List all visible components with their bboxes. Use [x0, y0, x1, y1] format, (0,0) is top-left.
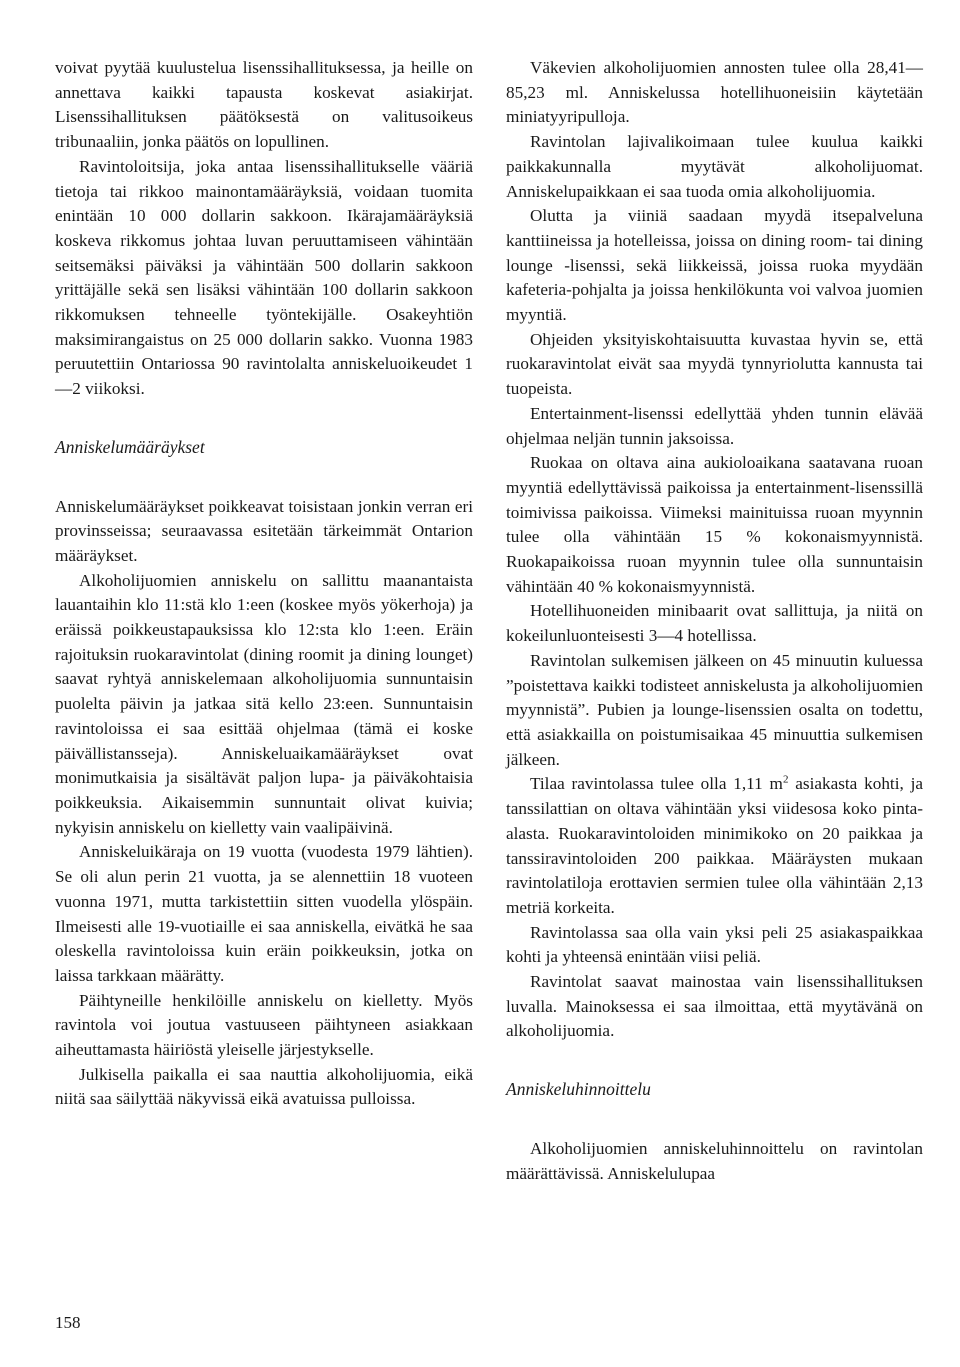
paragraph: Alkoholijuomien anniskelu on sallittu maanantaista lauantaihin klo 11:stä klo 1:een (koskee myös yökerhoja) ja eräissä poikkeustapauksissa klo 12:sta klo 1:een. Eräin rajoituksin ruokaravintolat (dining roomit ja dining lounget) saavat ryhtyä anniskelemaan alkoholijuomia sunnuntaisin puolelta päivin ja jatkaa sitä kello 23:een. Sunnuntaisin ravintoloissa ei saa esittää ohjelmaa (tämä ei koske päivällistansseja). Anniskeluaikamääräykset ovat monimutkaisia ja sisältävät paljon lupa- ja päiväkohtaisia poikkeuksia. Aikaisemmin sunnuntait olivat kuivia; nykyisin anniskelu on kielletty vain vaalipäivinä. — [55, 570, 473, 837]
paragraph: Julkisella paikalla ei saa nauttia alkoholijuomia, eikä niitä saa säilyttää näkyvissä eikä avatuissa pulloissa. — [55, 1064, 473, 1109]
paragraph: Ravintolan sulkemisen jälkeen on 45 minuutin kuluessa ”poistettava kaikki todisteet anniskelusta ja alkoholijuomien myynnistä”. Pubien ja lounge-lisenssien osalta on todettu, että asiakkailla on poistumisaikaa 45 minuuttia sulkemisen jälkeen. — [506, 650, 923, 769]
paragraph: Ruokaa on oltava aina aukioloaikana saatavana ruoan myyntiä edellyttävissä paikoissa ja entertainment-lisenssillä toimivissa paikoissa. Viimeksi mainituissa ruoan myynnin tulee olla vähintään 15 % kokonaismyynnistä. Ruokapaikoissa ruoan myynnin tulee olla sunnuntaisin vähintään 40 % kokonaismyynnistä. — [506, 453, 923, 596]
paragraph: Alkoholijuomien anniskeluhinnoittelu on ravintolan määrättävissä. Anniskelulupaa — [506, 1138, 923, 1183]
left-column — [55, 56, 473, 1112]
section-heading: Anniskelumääräykset — [55, 436, 205, 457]
paragraph: voivat pyytää kuulustelua lisenssihallituksessa, ja heille on annettava kaikki tapausta koskevat asiakirjat. Lisenssihallituksen päätöksestä on valitusoikeus tribunaaliin, jonka päätös on lopullinen. — [55, 58, 473, 152]
paragraph — [506, 772, 923, 920]
paragraph: Ravintoloitsija, joka antaa lisenssihallitukselle vääriä tietoja tai rikkoo mainontamääräyksiä, voidaan tuomita enintään 10 000 dollarin sakkoon. Ikärajamääräyksiä koskeva rikkomus johtaa luvan peruuttamiseen vähintään seitsemäksi päiväksi ja vähintään 500 dollarin sakkoon yrittäjälle sekä sen lisäksi vähintään 100 dollarin sakkoon rikkomuksen tehneelle työntekijälle. Osakeyhtiön maksimirangaistus on 25 000 dollarin sakko. Vuonna 1983 peruutettiin Ontariossa 90 ravintolalta anniskeluoikeudet 1—2 viikoksi. — [55, 156, 473, 399]
right-column — [506, 56, 923, 1186]
paragraph: Olutta ja viiniä saadaan myydä itsepalveluna kanttiineissa ja hotelleissa, joissa on dining room- tai dining lounge -lisenssi, sekä liikkeissä, joissa ruoka myydään kafeteria-pohjalta ja joissa henkilökunta voi valvoa juomien myyntiä. — [506, 206, 923, 325]
page-number: 158 — [55, 1313, 81, 1332]
paragraph: Ravintolassa saa olla vain yksi peli 25 asiakaspaikkaa kohti ja yhteensä enintään viisi peliä. — [506, 922, 923, 967]
paragraph: Väkevien alkoholijuomien annosten tulee olla 28,41—85,23 ml. Anniskelussa hotellihuoneisiin käytetään miniatyyripulloja. — [506, 58, 923, 127]
paragraph: Ravintolan lajivalikoimaan tulee kuulua kaikki paikkakunnalla myytävät alkoholijuomat. Anniskelupaikkaan ei saa tuoda omia alkoholijuomia. — [506, 132, 923, 201]
paragraph: Anniskeluikäraja on 19 vuotta (vuodesta 1979 lähtien). Se oli alun perin 21 vuotta, ja se alennettiin 18 vuoteen vuonna 1971, mutta tarkistettiin sitten vuodella ylöspäin. Ilmeisesti alle 19-vuotiaille ei saa anniskella, eivätkä he saa oleskella ravintoloissa kuin eräin poikkeuksin, jotka on laissa tarkkaan määrätty. — [55, 842, 473, 985]
paragraph: Päihtyneille henkilöille anniskelu on kielletty. Myös ravintola voi joutua vastuuseen päihtyneen asiakkaan aiheuttamasta häiriöstä yleiselle järjestykselle. — [55, 990, 473, 1060]
paragraph: Ravintolat saavat mainostaa vain lisenssihallituksen luvalla. Mainoksessa ei saa ilmoittaa, että myytävänä on alkoholijuomia. — [506, 972, 923, 1041]
paragraph: Anniskelumääräykset poikkeavat toisistaan jonkin verran eri provinsseissa; seuraavassa esitetään tärkeimmät Ontarion määräykset. — [55, 496, 473, 565]
paragraph: Hotellihuoneiden minibaarit ovat sallittuja, ja niitä on kokeilunluonteisesti 3—4 hotellissa. — [506, 601, 923, 646]
paragraph: Ohjeiden yksityiskohtaisuutta kuvastaa hyvin se, että ruokaravintolat eivät saa myydä tynnyriolutta kannusta tai tuopeista. — [506, 329, 923, 399]
paragraph-text: asiakasta kohti, ja tanssilattian on oltava vähintään yksi viidesosa koko pinta-alasta. Ruokaravintoloiden minimikoko on 20 paikkaa ja tanssiravintoloiden 200 paikkaa. Määräysten mukaan ravintolatiloja erottavien sermien tulee olla vähintään 2,13 metriä korkeita. — [506, 774, 923, 917]
superscript: 2 — [782, 773, 789, 786]
paragraph: Entertainment-lisenssi edellyttää yhden tunnin elävää ohjelmaa neljän tunnin jaksoissa. — [506, 403, 923, 448]
section-heading: Anniskeluhinnoittelu — [506, 1079, 651, 1100]
paragraph-text: Tilaa ravintolassa tulee olla 1,11 m — [530, 774, 783, 794]
